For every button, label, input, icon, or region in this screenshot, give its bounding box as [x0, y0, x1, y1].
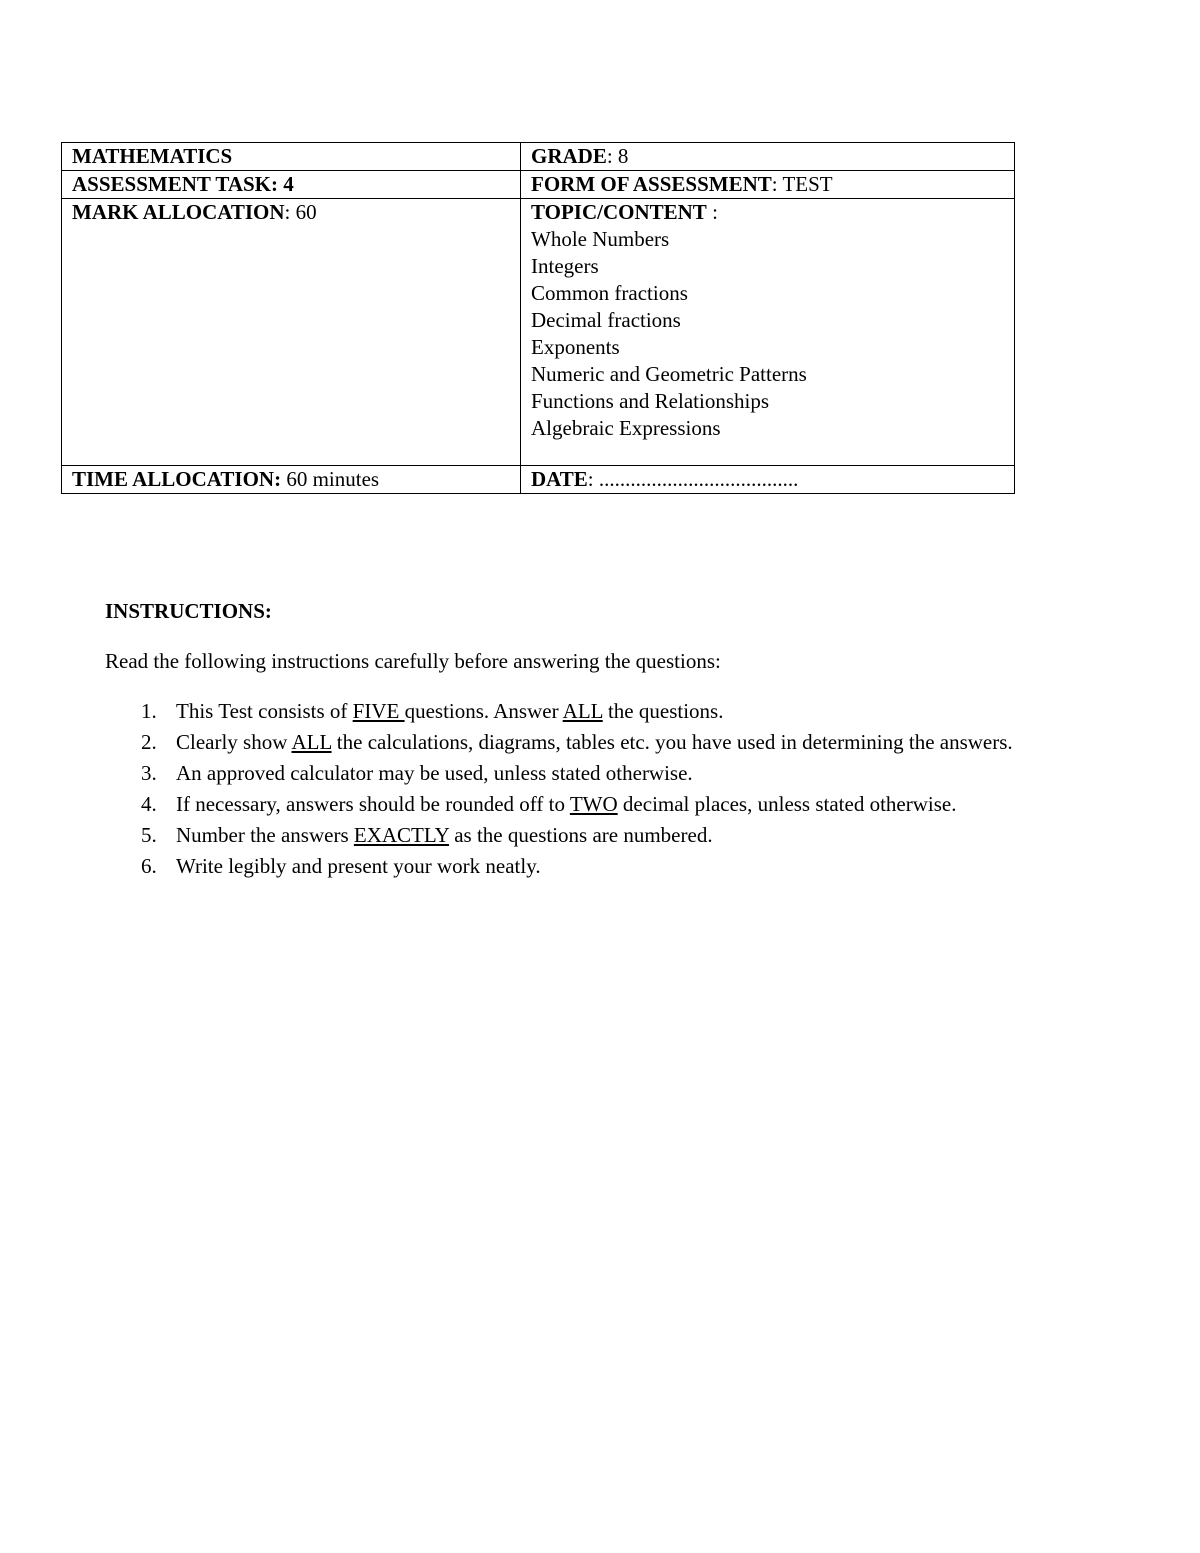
- instructions-intro: Read the following instructions carefully before answering the questions:: [105, 649, 721, 673]
- topic-item: Numeric and Geometric Patterns: [531, 362, 807, 386]
- topic-cell: [521, 199, 1015, 466]
- mark-cell: [62, 199, 521, 466]
- instruction-text: questions. Answer: [404, 699, 563, 723]
- instruction-number: 4.: [141, 792, 157, 816]
- instruction-text: Clearly show: [176, 730, 292, 754]
- task-cell: [62, 171, 521, 199]
- mark-label: MARK ALLOCATION: [72, 200, 285, 224]
- instruction-text: This Test consists of: [176, 699, 353, 723]
- instruction-item: [105, 727, 1066, 758]
- instruction-item: [105, 696, 1066, 727]
- emphasis-underlined: TWO: [569, 792, 618, 816]
- grade-label: GRADE: [531, 144, 607, 168]
- time-value: 60 minutes: [281, 467, 380, 491]
- instruction-text: Number the answers: [176, 823, 354, 847]
- instructions-list: [105, 696, 1105, 882]
- instruction-text: the calculations, diagrams, tables etc. you have used in determining the answers.: [331, 730, 1013, 754]
- grade-cell: [521, 143, 1015, 171]
- assessment-task: ASSESSMENT TASK: 4: [72, 172, 294, 196]
- emphasis-underlined: FIVE: [352, 699, 405, 723]
- subject: MATHEMATICS: [72, 144, 233, 168]
- instruction-item: [105, 758, 1066, 789]
- date-label: DATE: [531, 467, 588, 491]
- topic-item: Decimal fractions: [531, 308, 681, 332]
- form-value: : TEST: [771, 172, 833, 196]
- date-value: : ......................................: [587, 467, 799, 491]
- topic-item: Functions and Relationships: [531, 389, 769, 413]
- instruction-text: as the questions are numbered.: [448, 823, 713, 847]
- topic-item: Algebraic Expressions: [531, 416, 721, 440]
- instruction-number: 6.: [141, 854, 157, 878]
- emphasis-underlined: ALL: [562, 699, 603, 723]
- grade-value: : 8: [606, 144, 629, 168]
- instruction-item: [105, 851, 1066, 882]
- time-cell: [62, 466, 521, 494]
- form-label: FORM OF ASSESSMENT: [531, 172, 772, 196]
- topic-list: [531, 226, 1014, 442]
- instruction-item: [105, 789, 1066, 820]
- topic-label: TOPIC/CONTENT: [531, 200, 707, 224]
- instruction-text: decimal places, unless stated otherwise.: [617, 792, 957, 816]
- mark-value: : 60: [284, 200, 317, 224]
- emphasis-underlined: ALL: [291, 730, 332, 754]
- instructions-section: [105, 596, 1105, 882]
- instruction-text: An approved calculator may be used, unless stated otherwise.: [176, 761, 693, 785]
- time-label: TIME ALLOCATION:: [72, 467, 282, 491]
- form-cell: [521, 171, 1015, 199]
- topic-item: Whole Numbers: [531, 227, 670, 251]
- instruction-number: 2.: [141, 730, 157, 754]
- subject-cell: [62, 143, 521, 171]
- instruction-number: 5.: [141, 823, 157, 847]
- topic-item: Integers: [531, 254, 599, 278]
- topic-sep: :: [712, 200, 718, 224]
- instruction-text: the questions.: [602, 699, 724, 723]
- instruction-item: [105, 820, 1066, 851]
- assessment-info-table: [61, 142, 1015, 494]
- topic-item: Exponents: [531, 335, 620, 359]
- emphasis-underlined: EXACTLY: [353, 823, 449, 847]
- instruction-text: If necessary, answers should be rounded off to: [176, 792, 570, 816]
- instruction-text: Write legibly and present your work neatly.: [176, 854, 541, 878]
- date-cell: [521, 466, 1015, 494]
- instruction-number: 3.: [141, 761, 157, 785]
- instruction-number: 1.: [141, 699, 157, 723]
- instructions-title: INSTRUCTIONS:: [105, 599, 272, 623]
- topic-item: Common fractions: [531, 281, 688, 305]
